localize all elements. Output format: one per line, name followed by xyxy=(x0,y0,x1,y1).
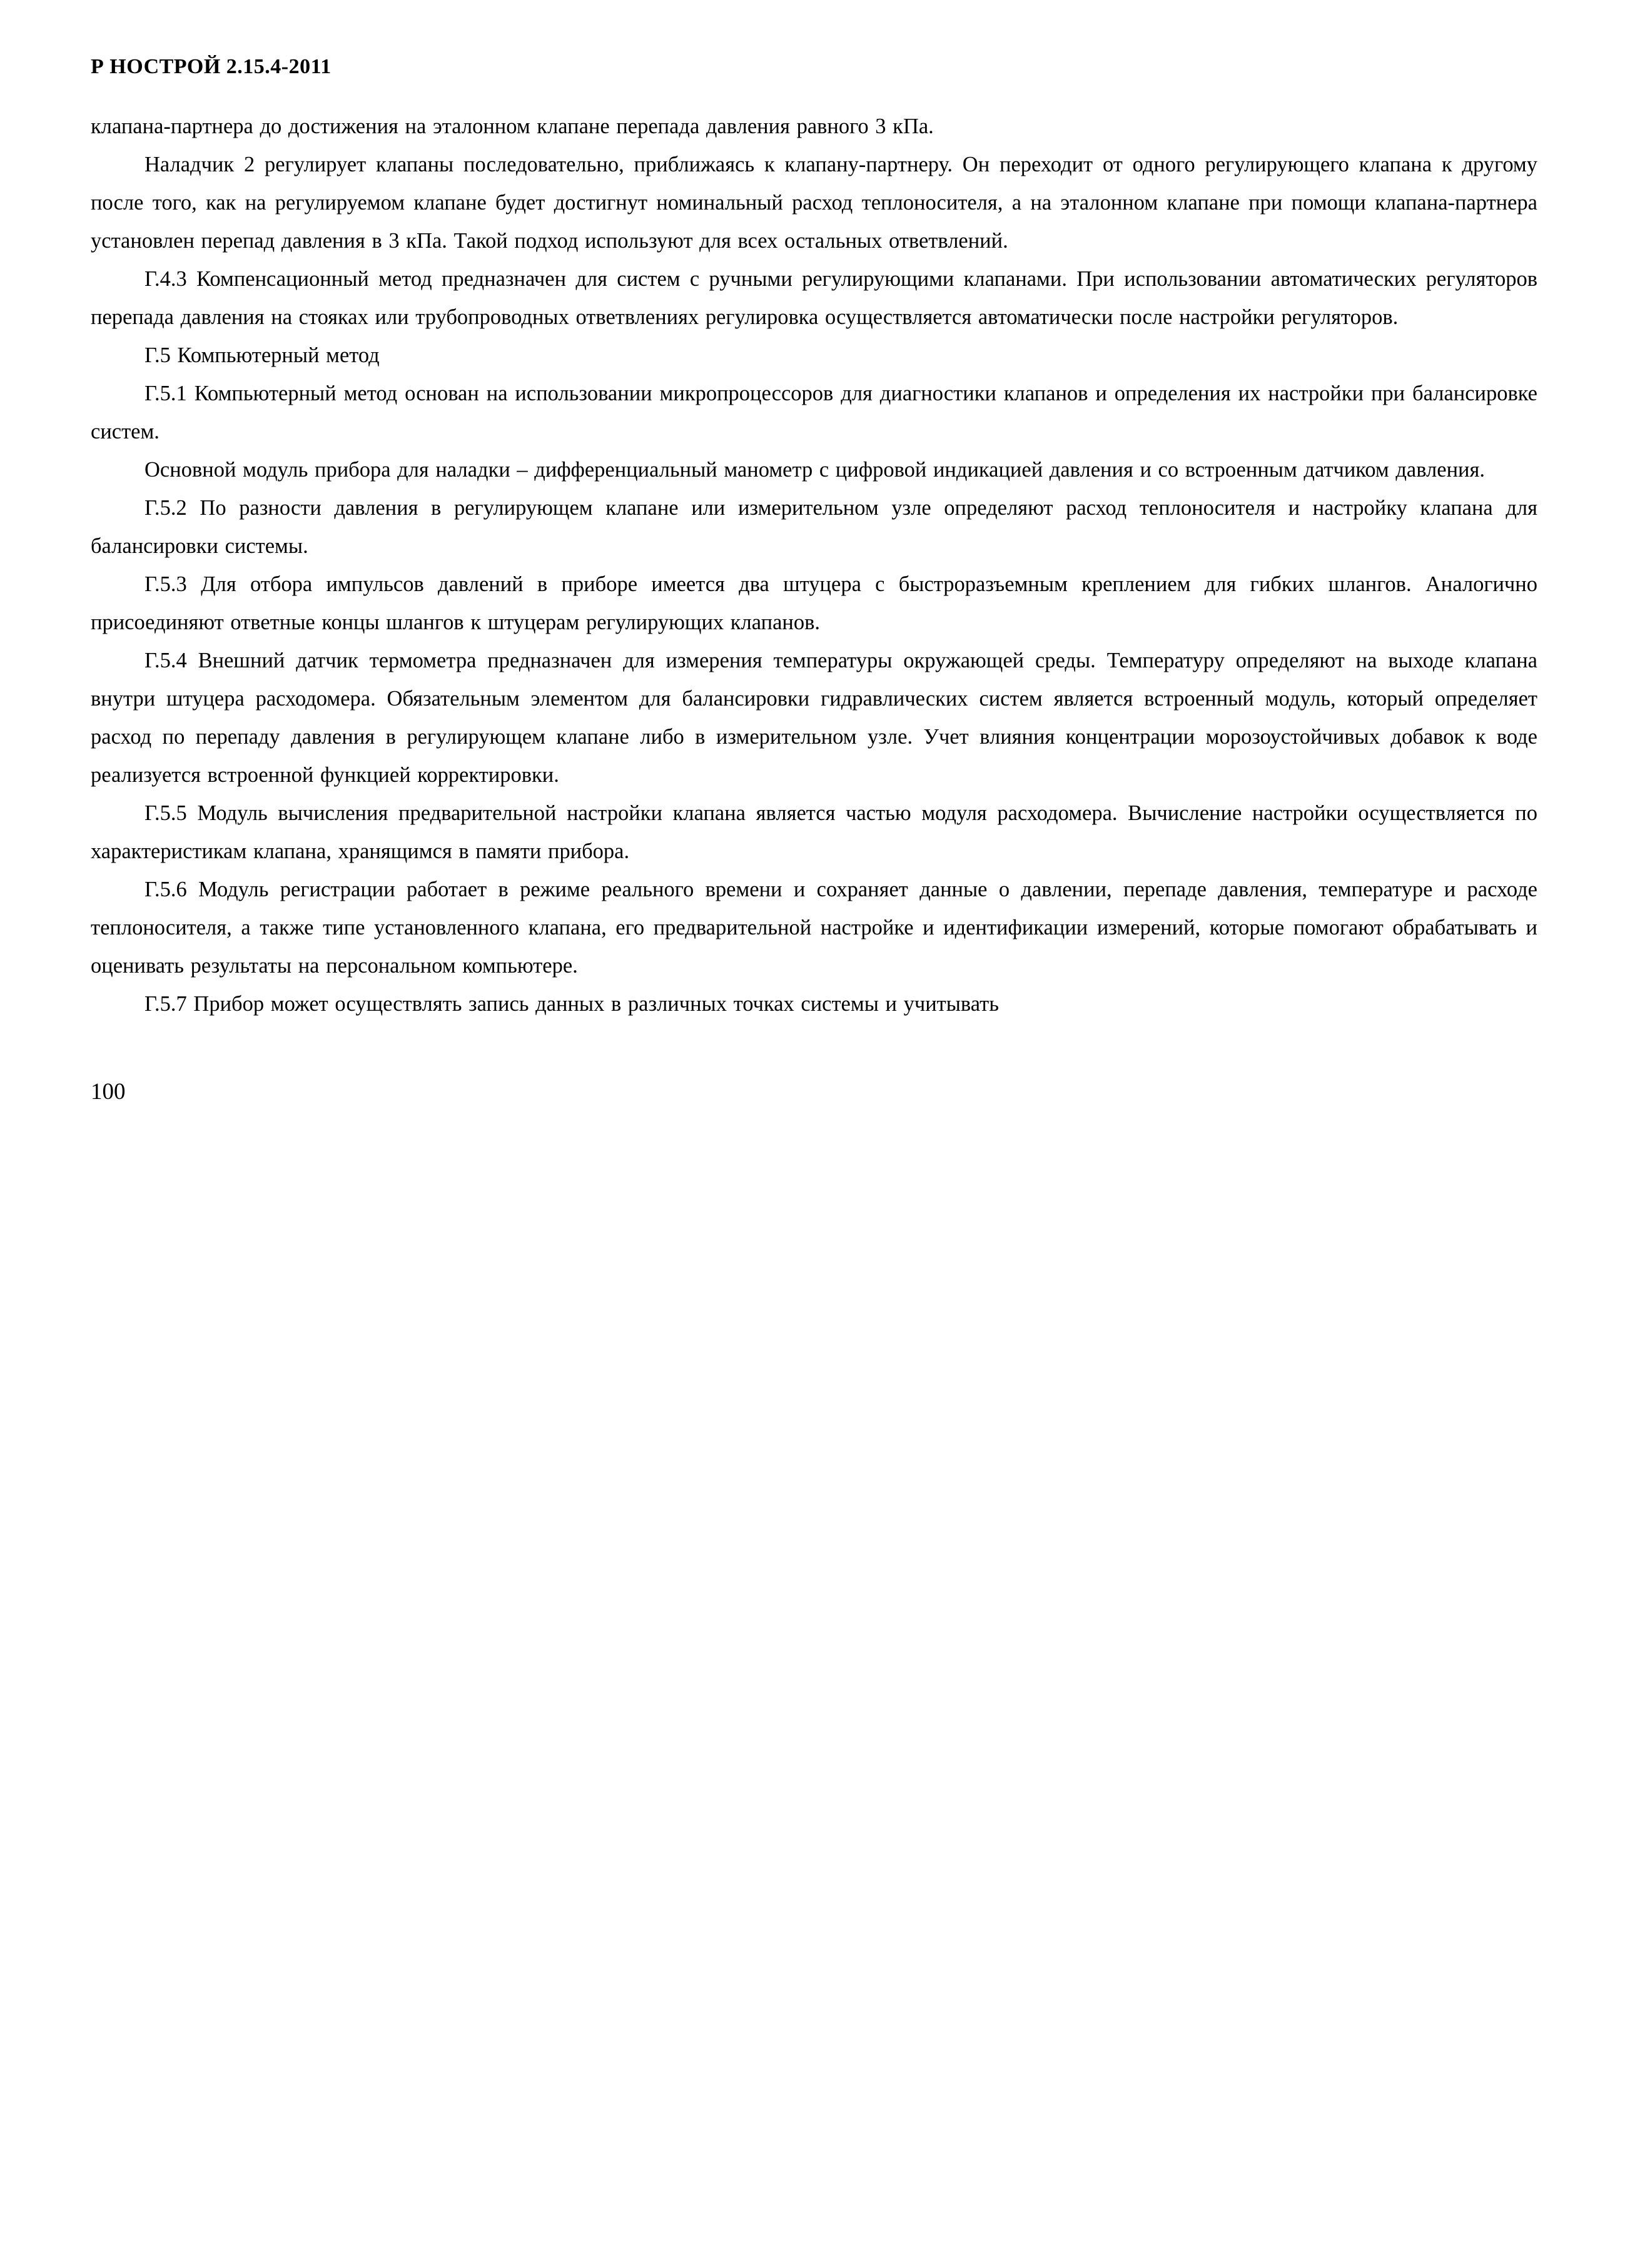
paragraph: Г.5.7 Прибор может осуществлять запись данных в различных точках системы и учитывать xyxy=(144,992,999,1016)
paragraph: Г.5.4 Внешний датчик термометра предназначен для измерения температуры окружающей среды. Температуру определяют на выходе клапана внутри штуцера расходомера. Обязательным элементом для балансировки гидравлических систем является встроенный модуль, который определяет расход по перепаду давления в регулирующем клапане либо в измерительном узле. Учет влияния концентрации морозоустойчивых добавок к воде реализуется встроенной функцией корректировки. xyxy=(91,649,1537,787)
document-body xyxy=(91,108,1537,1023)
paragraph: Г.5.3 Для отбора импульсов давлений в приборе имеется два штуцера с быстроразъемным креплением для гибких шлангов. Аналогично присоединяют ответные концы шлангов к штуцерам регулирующих клапанов. xyxy=(91,572,1537,634)
paragraph: Наладчик 2 регулирует клапаны последовательно, приближаясь к клапану-партнеру. Он переходит от одного регулирующего клапана к другому после того, как на регулируемом клапане будет достигнут номинальный расход теплоносителя, а на эталонном клапане при помощи клапана-партнера установлен перепад давления в 3 кПа. Такой подход используют для всех остальных ответвлений. xyxy=(91,153,1537,253)
paragraph: клапана-партнера до достижения на эталонном клапане перепада давления равного 3 кПа. xyxy=(91,114,934,138)
paragraph: Г.5.5 Модуль вычисления предварительной настройки клапана является частью модуля расходомера. Вычисление настройки осуществляется по характеристикам клапана, хранящимся в памяти прибора. xyxy=(91,801,1537,863)
paragraph: Г.5 Компьютерный метод xyxy=(144,343,380,367)
page-number: 100 xyxy=(91,1079,126,1105)
paragraph: Г.5.2 По разности давления в регулирующем клапане или измерительном узле определяют расход теплоносителя и настройку клапана для балансировки системы. xyxy=(91,496,1537,558)
document-code-header: Р НОСТРОЙ 2.15.4-2011 xyxy=(91,55,332,78)
paragraph: Г.5.6 Модуль регистрации работает в режиме реального времени и сохраняет данные о давлении, перепаде давления, температуре и расходе теплоносителя, а также типе установленного клапана, его предварительной настройке и идентификации измерений, которые помогают обрабатывать и оценивать результаты на персональном компьютере. xyxy=(91,878,1537,978)
paragraph: Основной модуль прибора для наладки – дифференциальный манометр с цифровой индикацией давления и со встроенным датчиком давления. xyxy=(144,458,1485,482)
paragraph: Г.5.1 Компьютерный метод основан на использовании микропроцессоров для диагностики клапанов и определения их настройки при балансировке систем. xyxy=(91,382,1537,443)
paragraph: Г.4.3 Компенсационный метод предназначен для систем с ручными регулирующими клапанами. При использовании автоматических регуляторов перепада давления на стояках или трубопроводных ответвлениях регулировка осуществляется автоматически после настройки регуляторов. xyxy=(91,267,1537,329)
